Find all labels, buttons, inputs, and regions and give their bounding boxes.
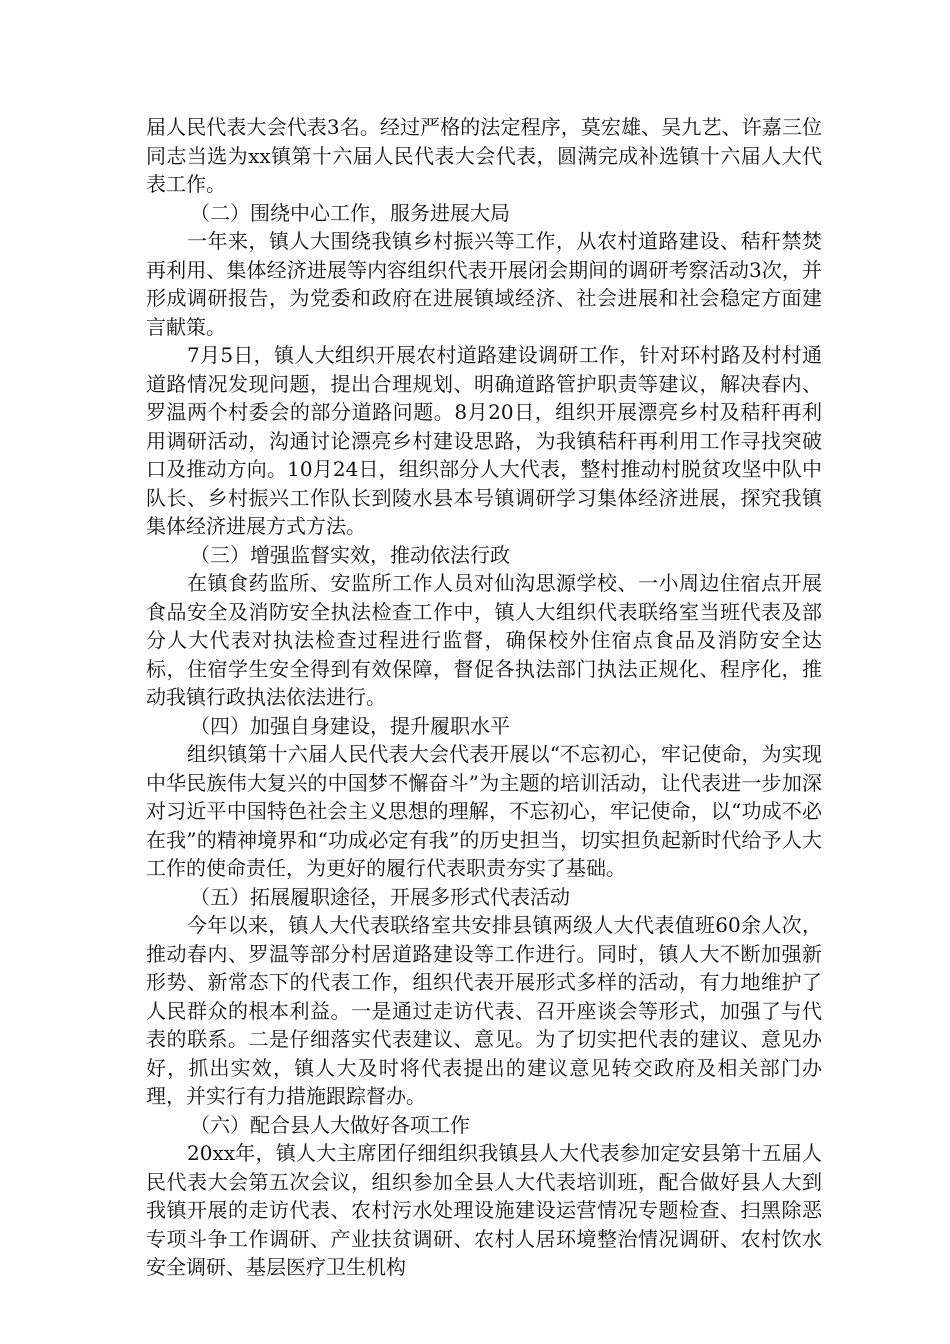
section-heading-5: （五）拓展履职途径，开展多形式代表活动 xyxy=(190,884,570,909)
body-paragraph: 在镇食药监所、安监所工作人员对仙沟思源学校、一小周边住宿点开展食品安全及消防安全执法检查工作中，镇人大组织代表联络室当班代表及部分人大代表对执法检查过程进行监督，确保校外住宿点食品及消防安全达标，住宿学生安全得到有效保障，督促各执法部门执法正规化、程序化，推动我镇行政执法依法进行。 xyxy=(146,571,822,709)
body-paragraph-continued: 届人民代表大会代表3名。经过严格的法定程序，莫宏雄、吴九艺、许嘉三位同志当选为xx镇第十六届人民代表大会代表，圆满完成补选镇十六届人大代表工作。 xyxy=(146,115,822,196)
body-paragraph: 今年以来，镇人大代表联络室共安排县镇两级人大代表值班60余人次，推动春内、罗温等部分村居道路建设等工作进行。同时，镇人大不断加强新形势、新常态下的代表工作，组织代表开展形式多样的活动，有力地维护了人民群众的根本利益。一是通过走访代表、召开座谈会等形式，加强了与代表的联系。二是仔细落实代表建议、意见。为了切实把代表的建议、意见办好，抓出实效，镇人大及时将代表提出的建议意见转交政府及相关部门办理，并实行有力措施跟踪督办。 xyxy=(146,913,822,1108)
section-heading-4: （四）加强自身建设，提升履职水平 xyxy=(190,713,510,738)
section-heading-2: （二）围绕中心工作，服务进展大局 xyxy=(190,200,510,225)
body-paragraph: 20xx年，镇人大主席团仔细组织我镇县人大代表参加定安县第十五届人民代表大会第五次会议，组织参加全县人大代表培训班，配合做好县人大到我镇开展的走访代表、农村污水处理设施建设运营情况专题检查、扫黑除恶专项斗争工作调研、产业扶贫调研、农村人居环境整治情况调研、农村饮水安全调研、基层医疗卫生机构 xyxy=(146,1141,822,1279)
section-heading-6: （六）配合县人大做好各项工作 xyxy=(190,1112,470,1137)
body-paragraph: 一年来，镇人大围绕我镇乡村振兴等工作，从农村道路建设、秸秆禁焚再利用、集体经济进展等内容组织代表开展闭会期间的调研考察活动3次，并形成调研报告，为党委和政府在进展镇域经济、社会进展和社会稳定方面建言献策。 xyxy=(146,229,822,339)
document-body xyxy=(146,113,822,1282)
body-paragraph: 组织镇第十六届人民代表大会代表开展以“不忘初心，牢记使命，为实现中华民族伟大复兴的中国梦不懈奋斗”为主题的培训活动，让代表进一步加深对习近平中国特色社会主义思想的理解，不忘初心，牢记使命，以“功成不必在我”的精神境界和“功成必定有我”的历史担当，切实担负起新时代给予人大工作的使命责任，为更好的履行代表职责夯实了基础。 xyxy=(146,742,822,880)
section-heading-3: （三）增强监督实效，推动依法行政 xyxy=(190,542,510,567)
body-paragraph: 7月5日，镇人大组织开展农村道路建设调研工作，针对环村路及村村通道路情况发现问题，提出合理规划、明确道路管护职责等建议，解决春内、罗温两个村委会的部分道路问题。8月20日，组织开展漂亮乡村及秸秆再利用调研活动，沟通讨论漂亮乡村建设思路，为我镇秸秆再利用工作寻找突破口及推动方向。10月24日，组织部分人大代表，整村推动村脱贫攻坚中队中队长、乡村振兴工作队长到陵水县本号镇调研学习集体经济进展，探究我镇集体经济进展方式方法。 xyxy=(146,343,822,538)
